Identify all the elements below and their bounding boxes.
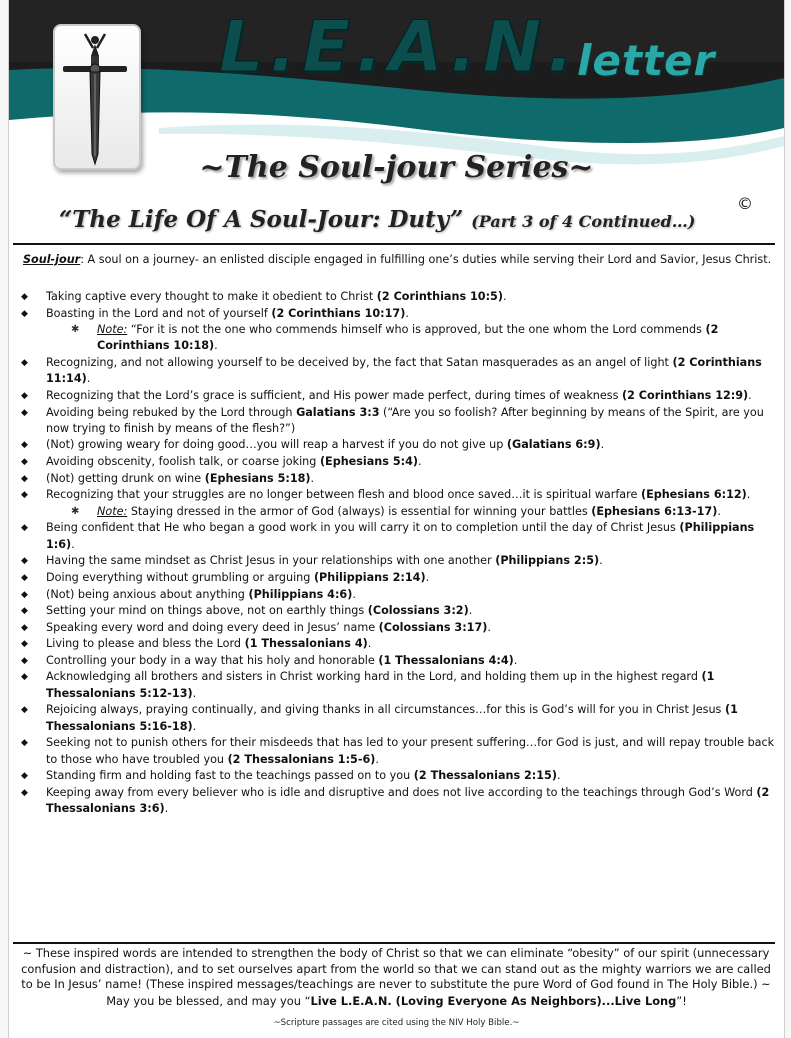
item-tail: .: [600, 438, 605, 452]
item-text: Having the same mindset as Christ Jesus in your relationships with one another: [46, 554, 496, 568]
list-item: [9, 553, 784, 569]
item-text: Acknowledging all brothers and sisters in Christ working hard in the Lord, and holding them up in the highest regard: [46, 670, 702, 684]
diamond-bullet-icon: ◆: [21, 589, 28, 600]
diamond-bullet-icon: ◆: [21, 390, 28, 401]
scripture-reference: (1 Thessalonians 4): [244, 637, 368, 651]
item-tail: .: [310, 471, 315, 485]
scripture-reference: (2 Corinthians 12:9): [622, 388, 749, 402]
diamond-bullet-icon: ◆: [21, 556, 28, 567]
article-part-label: (Part 3 of 4 Continued…): [471, 212, 696, 231]
list-item: [9, 355, 784, 388]
scripture-reference: (Philippians 2:5): [495, 554, 600, 568]
item-tail: .: [487, 620, 491, 634]
note-label: Note:: [97, 504, 128, 518]
item-tail: (“Are you so foolish? After beginning by means of the Spirit, are you now trying to finish by means of the flesh?”): [46, 405, 764, 435]
scripture-reference: (Colossians 3:2): [367, 604, 469, 618]
item-text: Being confident that He who began a good work in you will carry it on to completion until the day of Christ Jesus: [46, 521, 680, 535]
diamond-bullet-icon: ◆: [21, 473, 28, 484]
diamond-bullet-icon: ◆: [21, 358, 28, 369]
diamond-bullet-icon: ◆: [21, 738, 28, 749]
item-text: (Not) getting drunk on wine: [46, 471, 205, 485]
scripture-reference: (Ephesians 6:12): [640, 488, 747, 502]
diamond-bullet-icon: ◆: [21, 407, 28, 418]
scripture-citation-note: ~Scripture passages are cited using the NIV Holy Bible.~: [273, 1018, 520, 1028]
diamond-bullet-icon: ◆: [21, 606, 28, 617]
scripture-reference: (Ephesians 5:18): [204, 471, 311, 485]
item-tail: .: [746, 488, 751, 502]
blessing-motto: Live L.E.A.N. (Loving Everyone As Neighbors)...Live Long: [310, 994, 677, 1008]
bottom-divider: [13, 942, 775, 944]
item-text: Recognizing, and not allowing yourself to be deceived by, the fact that Satan masquerades as an angel of light: [46, 356, 673, 370]
asterisk-icon: ✱: [71, 324, 80, 336]
item-text: (Not) being anxious about anything: [46, 587, 249, 601]
list-item: [9, 620, 784, 636]
item-text: (Not) growing weary for doing good…you will reap a harvest if you do not give up: [46, 438, 507, 452]
item-text: Avoiding being rebuked by the Lord through: [46, 405, 297, 419]
item-tail: .: [192, 719, 197, 733]
scripture-reference: (1 Thessalonians 4:4): [378, 653, 514, 667]
item-tail: .: [367, 637, 372, 651]
list-item: [9, 520, 784, 553]
scripture-reference: (2 Thessalonians 1:5-6): [227, 752, 376, 766]
scripture-reference: (1 Thessalonians 5:16-18): [46, 703, 738, 733]
diamond-bullet-icon: ◆: [21, 308, 28, 319]
item-text: Avoiding obscenity, foolish talk, or coarse joking: [46, 455, 320, 469]
item-tail: .: [513, 653, 518, 667]
footer-message: ~ These inspired words are intended to strengthen the body of Christ so that we can eliminate “obesity” of our spirit (unnecessary confusion and distraction), and to set ourselves apart from the world so that we can stand out as the mighty warriors we are called to be In Jesus’ name! (These inspired messages/teachings are never to substitute the pure Word of God found in The Holy Bible.) ~: [21, 946, 771, 992]
list-item: [9, 487, 784, 503]
note-item: [9, 322, 784, 355]
item-text: Standing firm and holding fast to the teachings passed on to you: [46, 769, 414, 783]
scripture-reference: (2 Corinthians 10:18): [97, 323, 719, 353]
article-title-main: “The Life Of A Soul-Jour: Duty”: [59, 206, 464, 233]
item-text: Boasting in the Lord and not of yourself: [46, 306, 272, 320]
item-tail: .: [599, 554, 603, 568]
list-item: [9, 636, 784, 652]
scripture-reference: (2 Corinthians 10:5): [376, 290, 503, 303]
item-text: Staying dressed in the armor of God (always) is essential for winning your battles: [127, 504, 592, 518]
item-text: Seeking not to punish others for their misdeeds that has led to your present suffering…for God is just, and will repay trouble back to those who have troubled you: [46, 736, 775, 766]
series-title: ~The Soul-jour Series~: [199, 150, 594, 185]
duty-list: [9, 289, 784, 818]
brand-subtitle: letter: [577, 36, 716, 85]
article-title: [59, 206, 695, 233]
copyright-symbol: ©: [737, 194, 753, 213]
diamond-bullet-icon: ◆: [21, 655, 28, 666]
item-text: Doing everything without grumbling or arguing: [46, 570, 314, 584]
diamond-bullet-icon: ◆: [21, 292, 28, 302]
list-item: [9, 735, 784, 768]
item-tail: .: [405, 306, 409, 320]
item-text: Controlling your body in a way that his holy and honorable: [46, 653, 379, 667]
note-label: Note:: [97, 323, 128, 337]
blessing-post: ”!: [676, 994, 687, 1008]
diamond-bullet-icon: ◆: [21, 622, 28, 633]
newsletter-page: [8, 0, 785, 1038]
item-text: Living to please and bless the Lord: [46, 637, 245, 651]
scripture-reference: (Philippians 2:14): [313, 570, 426, 584]
list-item: [9, 289, 784, 305]
item-tail: .: [468, 604, 473, 618]
scripture-reference: (Philippians 1:6): [46, 521, 755, 551]
item-tail: .: [164, 802, 169, 816]
definition-term: Soul-jour: [23, 253, 81, 266]
list-item: [9, 603, 784, 619]
list-item: [9, 785, 784, 818]
item-tail: .: [425, 570, 430, 584]
item-text: Rejoicing always, praying continually, and giving thanks in all circumstances…for this is God’s will for you in Christ Jesus: [46, 703, 725, 717]
list-item: [9, 454, 784, 470]
item-tail: .: [352, 587, 356, 601]
blessing-pre: May you be blessed, and may you “: [106, 994, 311, 1008]
item-tail: .: [86, 372, 91, 386]
asterisk-icon: ✱: [71, 505, 80, 517]
diamond-bullet-icon: ◆: [21, 440, 28, 451]
definition-text: : A soul on a journey- an enlisted disciple engaged in fulfilling one’s duties while serving their Lord and Savior, Jesus Christ.: [80, 253, 772, 266]
item-text: Speaking every word and doing every deed in Jesus’ name: [46, 620, 379, 634]
list-item: [9, 405, 784, 438]
item-text: Setting your mind on things above, not on earthly things: [46, 604, 368, 618]
scripture-reference: (2 Corinthians 11:14): [46, 356, 762, 386]
diamond-bullet-icon: ◆: [21, 490, 28, 501]
diamond-bullet-icon: ◆: [21, 787, 28, 798]
item-tail: .: [717, 504, 721, 518]
logo-badge: [53, 24, 141, 170]
scripture-reference: (2 Thessalonians 3:6): [46, 785, 770, 816]
item-tail: .: [214, 339, 218, 353]
list-item: [9, 587, 784, 603]
item-tail: .: [417, 455, 422, 469]
diamond-bullet-icon: ◆: [21, 639, 28, 650]
diamond-bullet-icon: ◆: [21, 523, 28, 534]
blessing-line: [9, 994, 784, 1008]
item-text: Taking captive every thought to make it obedient to Christ: [46, 290, 377, 303]
scripture-reference: (Ephesians 6:13-17): [591, 504, 718, 518]
diamond-bullet-icon: ◆: [21, 672, 28, 683]
scripture-reference: Galatians 3:3: [296, 405, 380, 419]
item-tail: .: [748, 388, 752, 402]
diamond-bullet-icon: ◆: [21, 705, 28, 716]
scripture-reference: (Colossians 3:17): [378, 620, 488, 634]
scripture-reference: (Ephesians 5:4): [319, 455, 418, 469]
diamond-bullet-icon: ◆: [21, 457, 28, 468]
list-item: [9, 306, 784, 322]
top-divider: [13, 243, 775, 245]
list-item: [9, 669, 784, 702]
diamond-bullet-icon: ◆: [21, 771, 28, 782]
note-item: [9, 504, 784, 520]
item-text: Recognizing that your struggles are no longer between flesh and blood once saved…it is spiritual warfare: [46, 488, 641, 502]
item-tail: .: [192, 686, 197, 700]
list-item: [9, 471, 784, 487]
list-item: [9, 437, 784, 453]
sword-with-figure-logo-icon: [55, 26, 139, 168]
item-tail: .: [502, 290, 507, 303]
scripture-reference: (2 Thessalonians 2:15): [413, 769, 557, 783]
item-tail: .: [71, 537, 75, 551]
item-text: Recognizing that the Lord’s grace is sufficient, and His power made perfect, during times of weakness: [46, 388, 622, 402]
soul-jour-definition: [23, 253, 783, 267]
list-item: [9, 768, 784, 784]
list-item: [9, 653, 784, 669]
item-tail: .: [375, 752, 379, 766]
item-text: “For it is not the one who commends himself who is approved, but the one whom the Lord commends: [127, 323, 706, 337]
scripture-reference: (Galatians 6:9): [506, 438, 601, 452]
scripture-reference: (1 Thessalonians 5:12-13): [46, 670, 715, 700]
diamond-bullet-icon: ◆: [21, 572, 28, 583]
item-tail: .: [556, 769, 561, 783]
list-item: [9, 388, 784, 404]
item-text: Keeping away from every believer who is idle and disruptive and does not live according to the teachings through God’s Word: [46, 785, 757, 799]
list-item: [9, 702, 784, 735]
list-item: [9, 570, 784, 586]
scripture-reference: (Philippians 4:6): [248, 587, 353, 601]
brand-title: L.E.A.N.: [219, 6, 580, 88]
scripture-reference: (2 Corinthians 10:17): [271, 306, 406, 320]
